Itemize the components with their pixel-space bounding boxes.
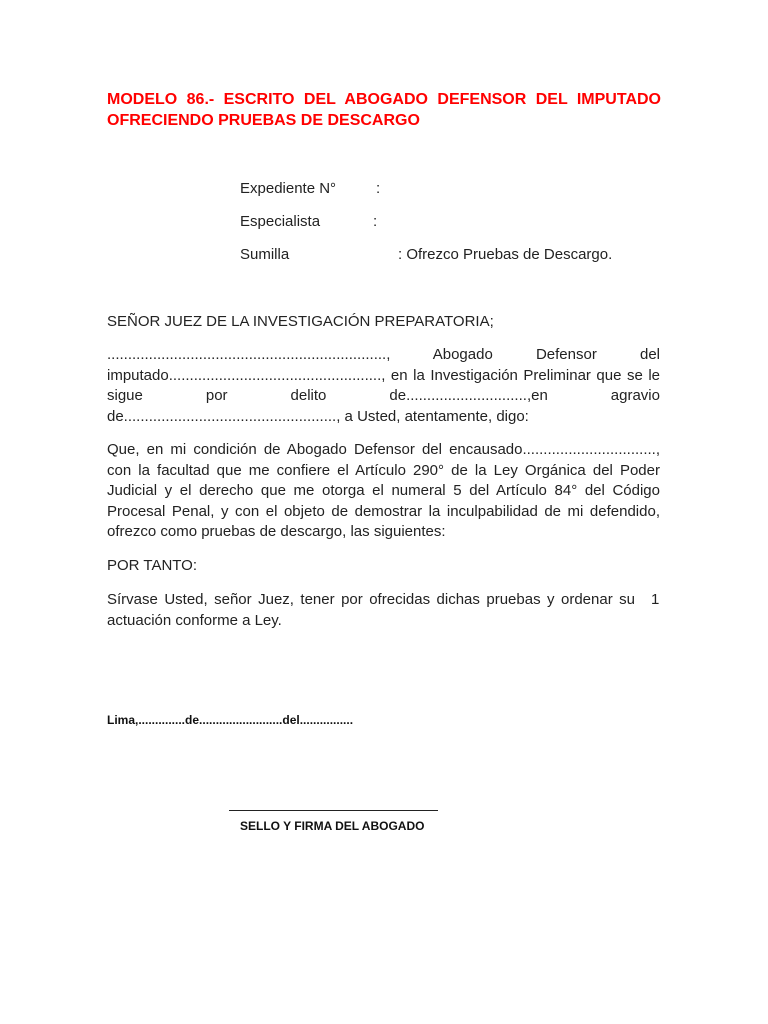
sumilla-value: : Ofrezco Pruebas de Descargo. — [398, 246, 613, 263]
signature-label: SELLO Y FIRMA DEL ABOGADO — [240, 819, 425, 833]
document-title: MODELO 86.- ESCRITO DEL ABOGADO DEFENSOR DEL IMPUTADO OFRECIENDO PRUEBAS DE DESCARGO — [107, 91, 661, 129]
signature-line — [229, 810, 438, 811]
paragraph-intro: ..................................................................., Abogado Defensor del imputado..................................................., en la Investigación Preliminar que se le sigue por delito de.............................,en agravio de..................................................., a Usted, atentamente, digo: — [107, 346, 660, 425]
expediente-field — [240, 179, 381, 199]
sumilla-field — [240, 245, 613, 265]
especialista-label: Especialista — [240, 213, 321, 230]
expediente-colon: : — [376, 180, 381, 197]
salutation: SEÑOR JUEZ DE LA INVESTIGACIÓN PREPARATORIA; — [107, 313, 494, 330]
paragraph-request: Sírvase Usted, señor Juez, tener por ofrecidas dichas pruebas y ordenar su actuación conforme a Ley. — [107, 591, 635, 629]
page-number: 1 — [651, 591, 660, 608]
expediente-label: Expediente N° — [240, 180, 337, 197]
place-date-line: Lima,..............de.........................del................ — [107, 713, 354, 727]
especialista-colon: : — [373, 213, 378, 230]
especialista-field — [240, 212, 378, 232]
sumilla-label: Sumilla — [240, 246, 290, 263]
por-tanto-heading: POR TANTO: — [107, 557, 198, 574]
paragraph-body: Que, en mi condición de Abogado Defensor del encausado................................, con la facultad que me confiere el Artículo 290° de la Ley Orgánica del Poder Judicial y el derecho que me otorga el numeral 5 del Artículo 84° del Código Procesal Penal, y con el objeto de demostrar la inculpabilidad de mi defendido, ofrezco como pruebas de descargo, las siguientes: — [107, 441, 660, 540]
